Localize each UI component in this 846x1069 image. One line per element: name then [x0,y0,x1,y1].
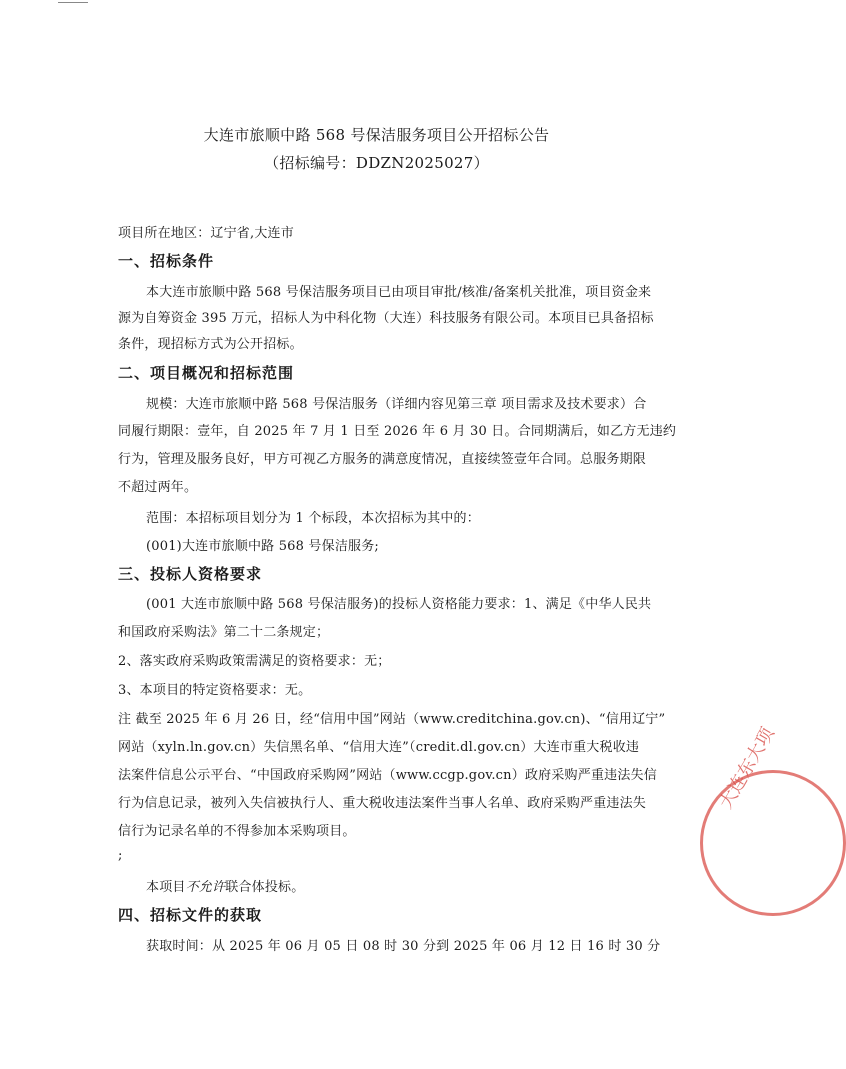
consortium-suffix: 联合体投标。 [225,880,305,895]
s2-line: 同履行期限：壹年，自 2025 年 7 月 1 日至 2026 年 6 月 30 日。合同期满后，如乙方无违约 [118,424,677,439]
consortium-emphasis: 不允许 [185,880,226,895]
s3-line: 3、本项目的特定资格要求：无。 [118,683,312,698]
s3-line: 注 截至 2025 年 6 月 26 日，经“信用中国”网站（www.creditchina.gov.cn)、“信用辽宁” [118,712,666,727]
s3-line: 法案件信息公示平台、“中国政府采购网”网站（www.ccgp.gov.cn）政府采购严重违法失信 [118,768,657,783]
s2-line: 范围：本招标项目划分为 1 个标段，本次招标为其中的： [146,511,480,526]
section-3-heading: 三、投标人资格要求 [118,565,263,583]
s3-line: 和国政府采购法》第二十二条规定； [118,625,330,640]
s3-line: 行为信息记录，被列入失信被执行人、重大税收违法案件当事人名单、政府采购严重违法失 [118,796,647,811]
s3-line: 网站（xyln.ln.gov.cn）失信黑名单、“信用大连”（credit.dl.gov.cn）大连市重大税收违 [118,740,640,755]
region-line: 项目所在地区：辽宁省,大连市 [118,226,294,241]
s2-line: (001)大连市旅顺中路 568 号保洁服务; [146,539,380,554]
s1-line: 源为自筹资金 395 万元，招标人为中科化物（大连）科技服务有限公司。本项目已具备招标 [118,311,654,326]
s2-line: 不超过两年。 [118,480,198,495]
bid-number: （招标编号：DDZN2025027） [264,154,489,172]
consortium-prefix: 本项目 [146,880,186,895]
consortium-line [146,876,304,895]
s2-line: 规模：大连市旅顺中路 568 号保洁服务（详细内容见第三章 项目需求及技术要求）合 [146,397,647,412]
section-4-heading: 四、招标文件的获取 [118,906,263,924]
s3-line: 信行为记录名单的不得参加本采购项目。 [118,824,356,839]
s2-line: 行为，管理及服务良好，甲方可视乙方服务的满意度情况，直接续签壹年合同。总服务期限 [118,452,647,467]
seal-lettering: 大连东大项 [715,724,779,813]
document-title: 大连市旅顺中路 568 号保洁服务项目公开招标公告 [203,126,550,144]
section-2-heading: 二、项目概况和招标范围 [118,364,295,382]
s3-line: ; [118,848,123,863]
s4-line: 获取时间：从 2025 年 06 月 05 日 08 时 30 分到 2025 年 06 月 12 日 16 时 30 分 [146,939,661,954]
section-1-heading: 一、招标条件 [118,252,215,270]
s3-line: 2、落实政府采购政策需满足的资格要求：无； [118,654,391,669]
s1-line: 本大连市旅顺中路 568 号保洁服务项目已由项目审批/核准/备案机关批准，项目资金来 [146,285,652,300]
s1-line: 条件，现招标方式为公开招标。 [118,337,303,352]
scan-artifact-line [58,2,88,3]
s3-line: (001 大连市旅顺中路 568 号保洁服务)的投标人资格能力要求：1、满足《中华人民共 [146,597,652,612]
